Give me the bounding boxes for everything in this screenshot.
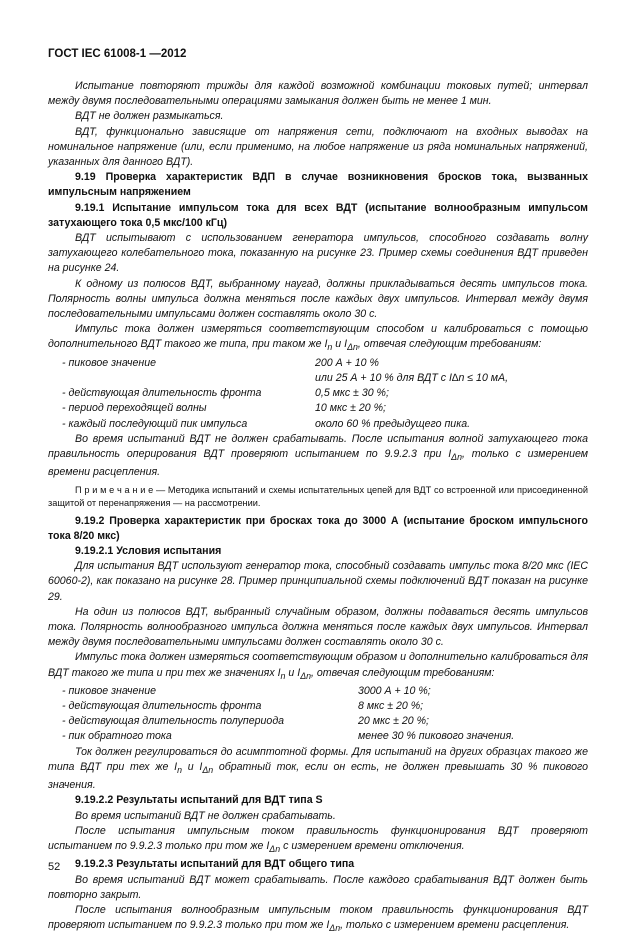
subsection-heading: 9.19.2.2 Результаты испытаний для ВДТ типа S bbox=[75, 794, 323, 807]
section-heading: 9.19 Проверка характеристик ВДП в случае возникновения бросков тока, вызванных импульсным напряжением bbox=[48, 171, 588, 199]
requirements-list-2 bbox=[48, 684, 588, 745]
subsection-heading: 9.19.2 Проверка характеристик при бросках тока до 3000 А (испытание броском импульсного тока 8/20 мкс) bbox=[48, 514, 588, 542]
note: П р и м е ч а н и е — Методика испытаний и схемы испытательных цепей для ВДТ со встроенной или присоединенной защитой от перенапряжения — на рассмотрении. bbox=[48, 484, 588, 508]
requirements-list-1 bbox=[48, 356, 588, 432]
paragraph: ВДТ, функционально зависящие от напряжения сети, подключают на входных выводах на номинальное напряжение (или, если применимо, на любое напряжение из ряда номинальных напряжений, указанных для данного ВДТ). bbox=[48, 125, 588, 169]
paragraph: К одному из полюсов ВДТ, выбранному наугад, должны прикладываться десять импульсов тока. Полярность волны импульса должна меняться после каждых двух импульсов. Интервал между двумя последовательными импульсами должен составлять около 30 с. bbox=[48, 277, 588, 321]
paragraph: Ток должен регулироваться до асимптотной формы. Для испытаний на других образцах такого же типа ВДТ при тех же $I_n$ и $I_{\Delta n}$ обратный ток, если он есть, не должен превышать 30 % пикового значения. bbox=[48, 745, 588, 792]
subsection-heading: 9.19.2.1 Условия испытания bbox=[75, 544, 222, 557]
paragraph: ВДТ испытывают с использованием генератора импульсов, способного создавать волну затухающего колебательного тока, показанную на рисунке 23. Пример схемы соединения ВДТ приведен на рисунке 24. bbox=[48, 232, 588, 275]
list-item: - пиковое значение 3000 А + 10 %; bbox=[62, 684, 431, 697]
page-body bbox=[48, 79, 588, 936]
paragraph: Импульс тока должен измеряться соответствующим способом и калиброваться с помощью дополнительного ВДТ такого же типа, при таком же $I_n$ и $I_{\Delta n}$, отвечая следующим требованиям: bbox=[48, 323, 588, 353]
subsection-heading: 9.19.2.3 Результаты испытаний для ВДТ общего типа bbox=[75, 858, 355, 871]
paragraph: Во время испытаний ВДТ может срабатывать. После каждого срабатывания ВДТ должен быть повторно закрыт. bbox=[48, 873, 588, 901]
paragraph: ВДТ не должен размыкаться. bbox=[75, 110, 224, 123]
list-item: - действующая длительность фронта 0,5 мкс ± 30 %; bbox=[62, 387, 389, 400]
paragraph: После испытания волнообразным импульсным током правильность функционирования ВДТ проверяют испытанием по 9.9.2.3 только при том же $I_{\Delta n}$, только с измерением времени расцепления. bbox=[48, 903, 588, 934]
paragraph: Во время испытаний ВДТ не должен срабатывать. bbox=[75, 809, 336, 822]
list-item: - пик обратного тока менее 30 % пикового значения. bbox=[62, 730, 515, 743]
page-number: 52 bbox=[48, 861, 61, 873]
paragraph: Импульс тока должен измеряться соответствующим образом и дополнительно калиброваться для ВДТ такого же типа и при тех же значениях $I_n$ и $I_{\Delta n}$, отвечая следующим требованиям: bbox=[48, 651, 588, 681]
list-item: - действующая длительность фронта 8 мкс ± 20 %; bbox=[62, 700, 424, 713]
list-item: - период переходящей волны 10 мкс ± 20 %; bbox=[62, 402, 386, 415]
paragraph: Для испытания ВДТ используют генератор тока, способный создавать импульс тока 8/20 мкс (IEC 60060-2), как показано на рисунке 28. Пример принципиальной схемы подключений ВДТ показан на рисунке 29. bbox=[48, 560, 588, 603]
list-item: - действующая длительность полупериода 20 мкс ± 20 %; bbox=[62, 715, 429, 728]
page-header: ГОСТ IEC 61008-1 —2012 bbox=[48, 48, 187, 60]
paragraph: Испытание повторяют трижды для каждой возможной комбинации токовых путей; интервал между двумя последовательными операциями замыкания должен быть не менее 1 мин. bbox=[48, 80, 588, 108]
subsection-heading: 9.19.1 Испытание импульсом тока для всех ВДТ (испытание волнообразным импульсом затухающего тока 0,5 мкс/100 кГц) bbox=[48, 201, 588, 229]
paragraph: На один из полюсов ВДТ, выбранный случайным образом, должны подаваться десять импульсов тока. Полярность волнообразного импульса должна меняться после каждых двух импульсов. Интервал между двумя последовательными импульсами должен составлять около 30 с. bbox=[48, 605, 588, 649]
list-item: - каждый последующий пик импульса около 60 % предыдущего пика. bbox=[62, 417, 471, 430]
list-item: или 25 А + 10 % для ВДТ с I∆n ≤ 10 мА, bbox=[315, 371, 509, 384]
list-item: - пиковое значение 200 А + 10 % bbox=[62, 356, 379, 369]
paragraph: Во время испытаний ВДТ не должен срабатывать. После испытания волной затухающего тока правильность оперирования ВДТ проверяют испытанием по 9.9.2.3 при $I_{\Delta n}$, только с измерением времени расцепления. bbox=[48, 432, 588, 479]
paragraph: После испытания импульсным током правильность функционирования ВДТ проверяют испытанием по 9.9.2.3 только при том же $I_{\Delta n}$ с измерением времени отключения. bbox=[48, 824, 588, 855]
